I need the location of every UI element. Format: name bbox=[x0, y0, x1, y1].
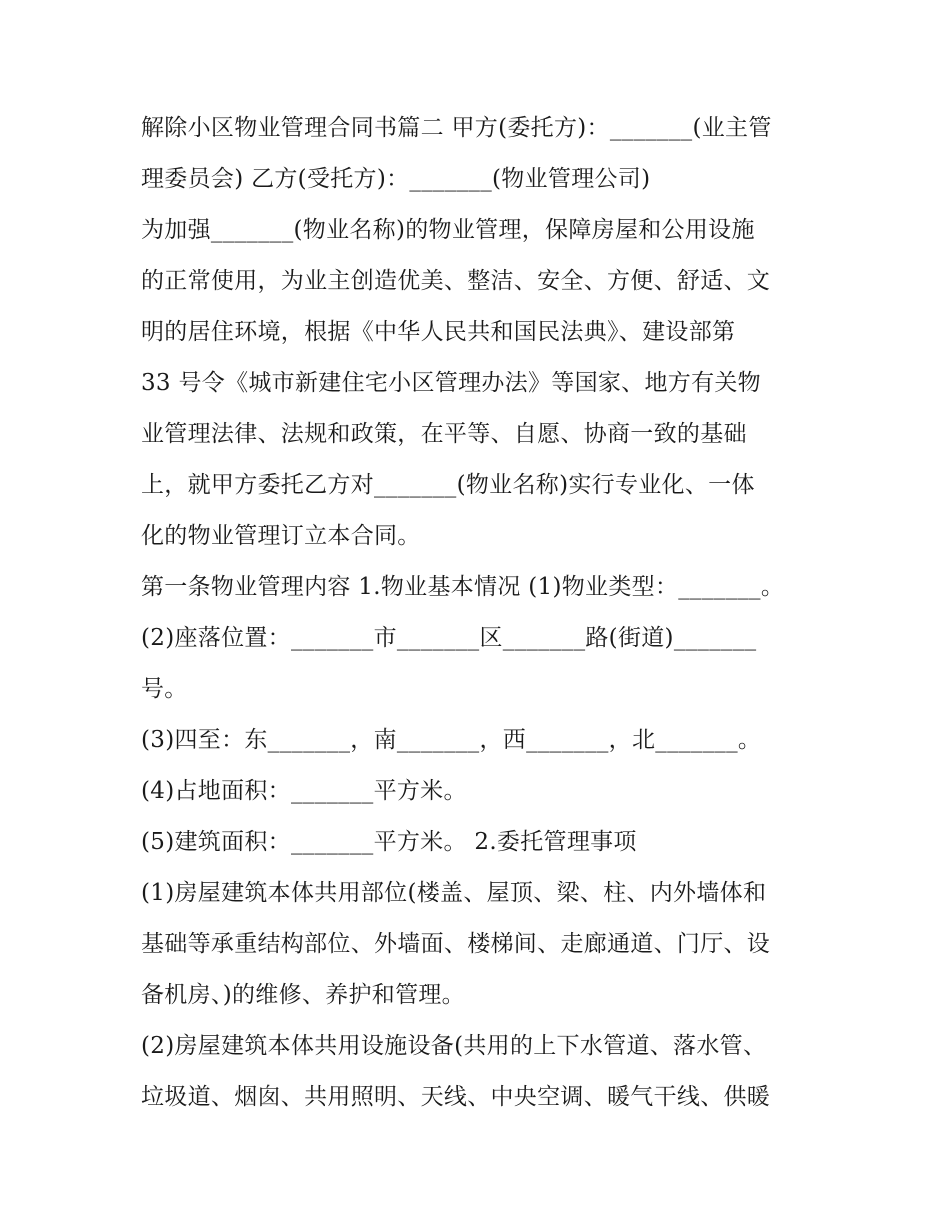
text-line: (2)座落位置：_______市_______区_______路(街道)_______ bbox=[141, 625, 757, 651]
text-line: 化的物业管理订立本合同。 bbox=[141, 523, 421, 549]
text-line: 号。 bbox=[141, 676, 188, 702]
text-line: (4)占地面积：_______平方米。 bbox=[141, 778, 467, 804]
text-line: 明的居住环境，根据《中华人民共和国民法典》、建设部第 bbox=[141, 319, 736, 345]
text-line: (1)房屋建筑本体共用部位(楼盖、屋顶、梁、柱、内外墙体和 bbox=[141, 880, 767, 906]
text-line: 为加强_______(物业名称)的物业管理，保障房屋和公用设施 bbox=[141, 217, 755, 243]
text-line: 垃圾道、烟囱、共用照明、天线、中央空调、暖气干线、供暖 bbox=[141, 1084, 771, 1110]
text-line: 业管理法律、法规和政策，在平等、自愿、协商一致的基础 bbox=[141, 421, 747, 447]
text-line: 的正常使用，为业主创造优美、整洁、安全、方便、舒适、文 bbox=[141, 268, 771, 294]
text-line: 理委员会) 乙方(受托方)：_______(物业管理公司) bbox=[141, 166, 651, 192]
text-line: 第一条物业管理内容 1.物业基本情况 (1)物业类型：_______。 bbox=[141, 574, 785, 600]
text-line: (2)房屋建筑本体共用设施设备(共用的上下水管道、落水管、 bbox=[141, 1033, 767, 1059]
text-line: 基础等承重结构部位、外墙面、楼梯间、走廊通道、门厅、设 bbox=[141, 931, 771, 957]
text-line: (5)建筑面积：_______平方米。 2.委托管理事项 bbox=[141, 829, 637, 855]
document-body bbox=[141, 103, 821, 1123]
text-line: (3)四至：东_______，南_______，西_______，北_______。 bbox=[141, 727, 762, 753]
text-line: 解除小区物业管理合同书篇二 甲方(委托方)：_______(业主管 bbox=[141, 115, 772, 141]
text-line: 上，就甲方委托乙方对_______(物业名称)实行专业化、一体 bbox=[141, 472, 755, 498]
text-line: 33 号令《城市新建住宅小区管理办法》等国家、地方有关物 bbox=[141, 370, 761, 396]
text-line: 备机房、)的维修、养护和管理。 bbox=[141, 982, 465, 1008]
